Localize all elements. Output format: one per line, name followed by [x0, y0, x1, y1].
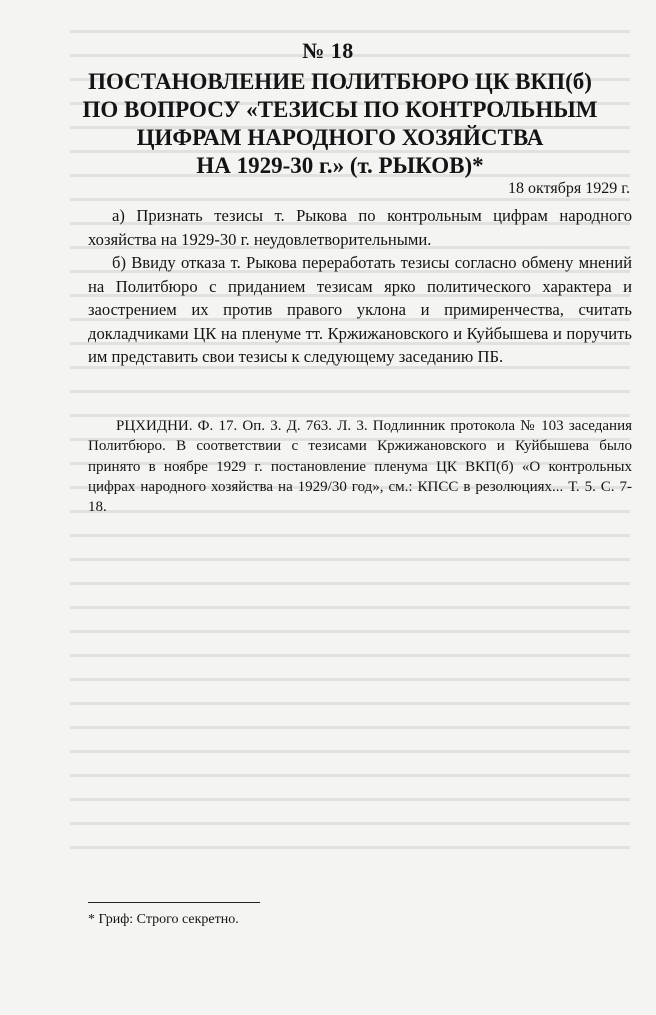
document-body: [88, 204, 632, 369]
title-line: НА 1929-30 г.» (т. РЫКОВ)*: [196, 153, 484, 178]
document-date: 18 октября 1929 г.: [508, 180, 630, 197]
title-line: ЦИФРАМ НАРОДНОГО ХОЗЯЙСТВА: [136, 125, 544, 150]
paragraph-a: а) Признать тезисы т. Рыкова по контрольным цифрам народного хозяйства на 1929-30 г. неудовлетворительными.: [88, 206, 632, 249]
paragraph-b: б) Ввиду отказа т. Рыкова переработать тезисы согласно обмену мнений на Политбюро с приданием тезисам ярко политического характера и заострением их против правого уклона и примиренчества, считать докладчиками ЦК на пленуме тт. Кржижановского и Куйбышева и поручить им представить свои тезисы к следующему заседанию ПБ.: [88, 253, 632, 366]
document-number: № 18: [302, 38, 354, 63]
footnote-divider: [88, 902, 260, 903]
footnote: * Гриф: Строго секретно.: [88, 912, 239, 927]
archival-source-note: РЦХИДНИ. Ф. 17. Оп. 3. Д. 763. Л. 3. Подлинник протокола № 103 заседания Политбюро. В соответствии с тезисами Кржижановского и Куйбышева было принято в ноябре 1929 г. постановление пленума ЦК ВКП(б) «О контрольных цифрах народного хозяйства на 1929/30 год», см.: КПСС в резолюциях... Т. 5. С. 7-18.: [88, 418, 632, 516]
title-line: ПОСТАНОВЛЕНИЕ ПОЛИТБЮРО ЦК ВКП(б): [88, 69, 592, 94]
document-title: [60, 68, 620, 180]
title-line: ПО ВОПРОСУ «ТЕЗИСЫ ПО КОНТРОЛЬНЫМ: [82, 97, 598, 122]
